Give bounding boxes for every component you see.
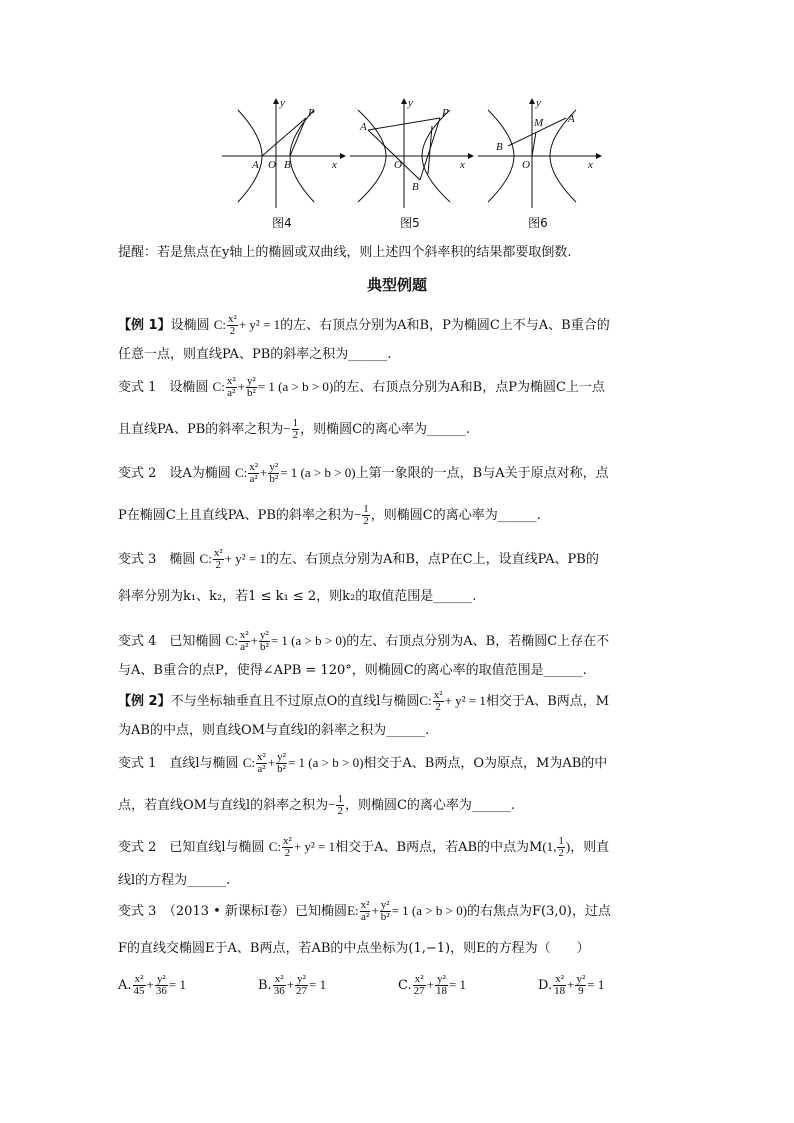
choice-b[interactable] <box>258 974 326 997</box>
v2-text-c: P在椭圆C上且直线PA、PB的斜率之积为 <box>118 508 354 523</box>
w1-frac-x: $\frac{\text{x²}}{\text{a²}}$ <box>257 751 266 775</box>
choice-c-frac-y: $\frac{\text{y²}}{18}$ <box>435 973 447 997</box>
ex2-tag: 【例 2】 <box>118 694 171 709</box>
v3-line1 <box>118 548 678 571</box>
choice-d-letter: D. <box>538 978 553 993</box>
fig4-a-label: A <box>252 159 259 171</box>
v3-text-a: 变式 3 椭圆 <box>118 552 196 567</box>
w2-ellipse-suffix: + y² = 1 <box>293 839 336 854</box>
w2-ellipse-prefix: C: <box>268 839 281 854</box>
figure-5 <box>346 96 474 236</box>
w3-text-b: 的右焦点为F(3,0)，过点 <box>467 904 611 919</box>
choice-a-plus: + <box>146 977 154 992</box>
choice-d-tail: = 1 <box>587 977 605 992</box>
w3-frac-x: $\frac{\text{x²}}{\text{a²}}$ <box>360 899 370 923</box>
v3-line2: 斜率分别为k₁、k₂，若1 ≤ k₁ ≤ 2，则k₂的取值范围是______. <box>118 589 477 604</box>
w1-frac-half: $\frac{1}{2}$ <box>337 793 343 817</box>
w3-line1 <box>118 900 678 923</box>
w2-fraction: $\frac{\text{x²}}{2}$ <box>283 835 292 859</box>
w2-text-b: 相交于A、B两点，若AB的中点为M <box>335 840 543 855</box>
choice-d-frac-x: $\frac{\text{x²}}{18}$ <box>554 973 566 997</box>
choice-d[interactable] <box>538 974 604 997</box>
w1-frac-y: $\frac{\text{y²}}{\text{b²}}$ <box>277 751 286 775</box>
w1-line1 <box>118 752 678 775</box>
v3-ellipse-prefix: C: <box>199 551 212 566</box>
fig6-o-label: O <box>522 159 530 171</box>
fig5-o-label: O <box>394 159 402 171</box>
v2-frac-half: $\frac{1}{2}$ <box>363 503 369 527</box>
v4-text-a: 变式 4 已知椭圆 <box>118 634 222 649</box>
figure-5-caption: 图5 <box>400 216 420 230</box>
v1-line2 <box>118 418 678 441</box>
v2-frac-y: $\frac{\text{y²}}{\text{b²}}$ <box>269 461 279 485</box>
choice-b-frac-x: $\frac{\text{x²}}{36}$ <box>273 973 285 997</box>
w2-line1 <box>118 836 678 859</box>
fig5-p-label: P <box>442 107 449 119</box>
v1-plus: + <box>237 379 245 394</box>
w1-line2 <box>118 794 678 817</box>
fig5-y-label: y <box>408 97 413 109</box>
v2-text-b: 上第一象限的一点，B与A关于原点对称，点 <box>355 466 609 481</box>
w3-text-a: 变式 3 （2013 • 新课标Ⅰ卷）已知椭圆 <box>118 904 348 919</box>
w2-frac-half: $\frac{1}{2}$ <box>558 835 564 859</box>
fig6-a-label: A <box>568 113 575 125</box>
choice-c-plus: + <box>426 977 434 992</box>
w2-text-a: 变式 2 已知直线l与椭圆 <box>118 840 265 855</box>
figure-4 <box>218 96 346 236</box>
v1-line1 <box>118 376 678 399</box>
choice-a[interactable] <box>118 974 186 997</box>
choice-b-letter: B. <box>258 978 272 993</box>
figure-6-caption: 图6 <box>528 216 548 230</box>
ex1-ellipse-suffix: + y² = 1 <box>238 317 281 332</box>
w1-plus: + <box>267 755 276 770</box>
choice-a-letter: A. <box>118 978 132 993</box>
ex1-tag: 【例 1】 <box>118 318 171 333</box>
fig6-b-label: B <box>496 141 503 153</box>
fig4-b-label: B <box>284 159 291 171</box>
v3-fraction: $\frac{\text{x²}}{2}$ <box>213 547 223 571</box>
v1-frac-half: $\frac{1}{2}$ <box>292 417 299 441</box>
ex1-fraction: $\frac{\text{x²}}{2}$ <box>228 313 237 337</box>
ex2-line2: 为AB的中点，则直线OM与直线l的斜率之积为______. <box>118 723 430 738</box>
ex2-text-a: 不与坐标轴垂直且不过原点O的直线l与椭圆 <box>170 694 420 709</box>
ex1-text-b: 的左、右顶点分别为A和B，P为椭圆C上不与A、B重合的 <box>280 318 610 333</box>
choice-c-letter: C. <box>398 978 412 993</box>
v2-line1 <box>118 462 678 485</box>
v2-ellipse-suffix: = 1 (a > b > 0) <box>280 465 356 480</box>
figure-row <box>218 96 598 236</box>
v3-ellipse-suffix: + y² = 1 <box>224 551 266 566</box>
v1-ellipse-prefix: C: <box>212 379 225 394</box>
v2-line2 <box>118 504 678 527</box>
v1-ellipse-suffix: = 1 (a > b > 0) <box>257 379 334 394</box>
v1-neg: − <box>283 421 291 436</box>
choice-d-frac-y: $\frac{\text{y²}}{9}$ <box>576 973 586 997</box>
v2-frac-x: $\frac{\text{x²}}{\text{a²}}$ <box>249 461 259 485</box>
v3-text-b: 的左、右顶点分别为A和B，点P在C上，设直线PA、PB的 <box>265 552 599 567</box>
w2-text-c: ，则直 <box>570 840 610 855</box>
v2-text-d: ，则椭圆C的离心率为______. <box>370 508 541 523</box>
choice-a-frac-y: $\frac{\text{y²}}{36}$ <box>155 973 167 997</box>
v4-text-b: 的左、右顶点分别为A、B，若椭圆C上存在不 <box>346 634 610 649</box>
w3-ellipse-suffix: = 1 (a > b > 0) <box>391 903 468 918</box>
v1-text-d: ，则椭圆C的离心率为______. <box>300 422 471 437</box>
ex1-text-a: 设椭圆 <box>170 318 210 333</box>
choice-a-tail: = 1 <box>168 977 186 992</box>
figure-4-caption: 图4 <box>272 216 292 230</box>
v4-plus: + <box>250 633 258 648</box>
v4-frac-y: $\frac{\text{y²}}{\text{b²}}$ <box>260 629 269 653</box>
w3-line2: F的直线交椭圆E于A、B两点，若AB的中点坐标为(1,−1)，则E的方程为（ ） <box>118 941 590 956</box>
w2-point-close: ) <box>565 839 571 854</box>
ex2-ellipse-prefix: C: <box>419 693 432 708</box>
figure-4-graph <box>218 96 346 214</box>
v4-line2: 与A、B重合的点P，使得∠APB = 120°，则椭圆C的离心率的取值范围是______. <box>118 663 587 678</box>
v1-text-c: 且直线PA、PB的斜率之积为 <box>118 422 284 437</box>
section-title: 典型例题 <box>366 276 427 294</box>
v2-neg: − <box>353 507 362 522</box>
v1-frac-y: $\frac{\text{y²}}{\text{b²}}$ <box>247 375 256 399</box>
v4-ellipse-prefix: C: <box>225 633 238 648</box>
fig5-b-label: B <box>412 181 419 193</box>
fig4-o-label: O <box>268 159 276 171</box>
v1-text-b: 的左、右顶点分别为A和B，点P为椭圆C上一点 <box>333 380 605 395</box>
fig4-y-label: y <box>280 97 285 109</box>
ex1-line2: 任意一点，则直线PA、PB的斜率之积为______. <box>118 347 392 362</box>
choice-b-frac-y: $\frac{\text{y²}}{27}$ <box>296 973 308 997</box>
w1-neg: − <box>328 797 336 812</box>
ex2-text-b: 相交于A、B两点，M <box>485 694 610 709</box>
ex2-line1 <box>118 690 678 713</box>
w1-text-d: ，则椭圆C的离心率为______. <box>344 798 516 813</box>
w3-plus: + <box>371 903 379 918</box>
v4-ellipse-suffix: = 1 (a > b > 0) <box>270 633 347 648</box>
w1-text-c: 点，若直线OM与直线l的斜率之积为 <box>118 798 329 813</box>
choice-b-plus: + <box>286 977 295 992</box>
fig5-x-label: x <box>460 159 465 171</box>
choice-c-frac-x: $\frac{\text{x²}}{27}$ <box>413 973 425 997</box>
choice-b-tail: = 1 <box>309 977 327 992</box>
w3-frac-y: $\frac{\text{y²}}{\text{b²}}$ <box>380 899 390 923</box>
v2-ellipse-prefix: C: <box>234 465 248 480</box>
reminder-text: 提醒：若是焦点在y轴上的椭圆或双曲线，则上述四个斜率积的结果都要取倒数. <box>118 245 572 260</box>
figure-6 <box>474 96 602 236</box>
answer-choices <box>118 974 678 1014</box>
v1-frac-x: $\frac{\text{x²}}{\text{a²}}$ <box>226 375 236 399</box>
v4-line1 <box>118 630 678 653</box>
w2-line2: 线l的方程为______. <box>118 873 231 888</box>
fig5-a-label: A <box>360 121 367 133</box>
ex1-ellipse-prefix: C: <box>213 317 227 332</box>
choice-d-plus: + <box>567 977 575 992</box>
ex2-ellipse-suffix: + y² = 1 <box>444 693 486 708</box>
ex1-line1 <box>118 314 678 337</box>
v2-plus: + <box>260 465 268 480</box>
v1-text-a: 变式 1 设椭圆 <box>118 380 209 395</box>
w1-ellipse-suffix: = 1 (a > b > 0) <box>287 755 364 770</box>
w1-ellipse-prefix: C: <box>242 755 255 770</box>
w1-text-a: 变式 1 直线l与椭圆 <box>118 756 239 771</box>
fig6-m-label: M <box>534 117 544 129</box>
w1-text-b: 相交于A、B两点，O为原点，M为AB的中 <box>363 756 608 771</box>
fig4-p-label: P <box>308 107 315 119</box>
w2-point-open: (1, <box>542 839 557 854</box>
choice-c-tail: = 1 <box>448 977 467 992</box>
fig6-y-label: y <box>536 97 541 109</box>
fig6-x-label: x <box>588 159 593 171</box>
v2-text-a: 变式 2 设A为椭圆 <box>118 466 231 481</box>
fig4-x-label: x <box>332 159 337 171</box>
figure-5-graph <box>346 96 474 214</box>
v4-frac-x: $\frac{\text{x²}}{\text{a²}}$ <box>239 629 249 653</box>
w3-ellipse-prefix: E: <box>347 903 359 918</box>
choice-a-frac-x: $\frac{\text{x²}}{45}$ <box>133 973 145 997</box>
choice-c[interactable] <box>398 974 466 997</box>
figure-6-graph <box>474 96 602 214</box>
ex2-fraction: $\frac{\text{x²}}{2}$ <box>433 689 443 713</box>
